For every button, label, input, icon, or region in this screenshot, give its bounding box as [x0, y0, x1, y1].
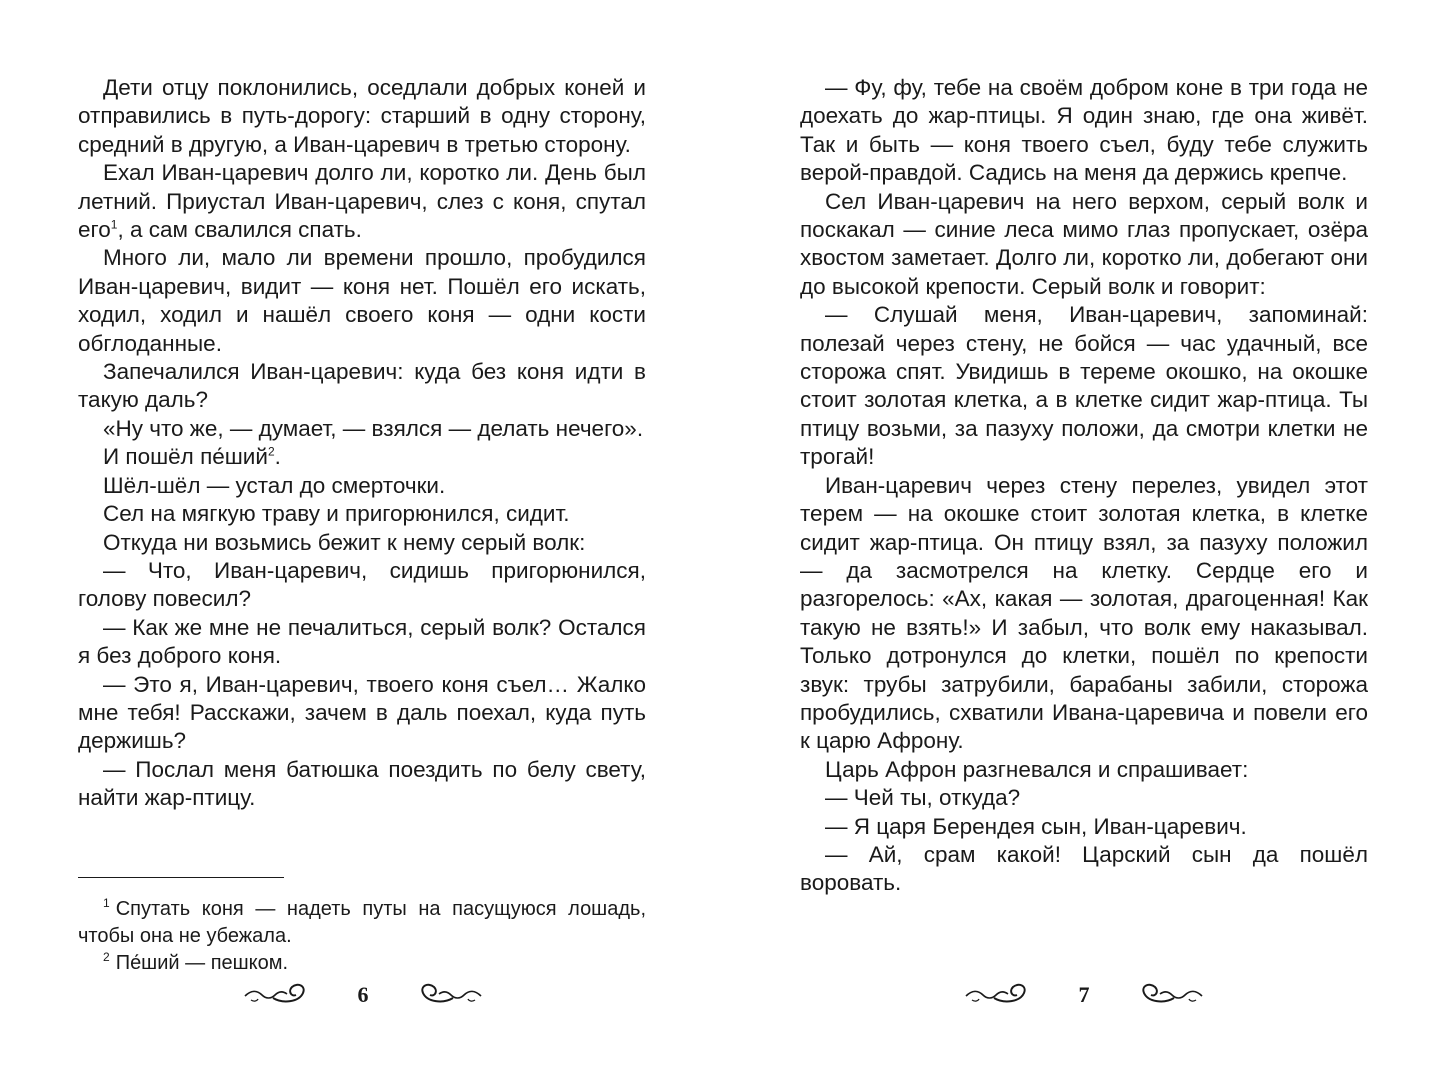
flourish-left-icon: [243, 978, 309, 1012]
footnote-mark: 1: [103, 896, 110, 911]
paragraph: [78, 159, 646, 244]
paragraph: Сел Иван-царевич на него верхом, серый волк и поскакал — синие леса мимо глаз пропускает, озёра хвостом заметает. Долго ли, коротко ли, добегают они до высокой крепости. Серый волк и говорит:: [800, 188, 1368, 299]
paragraph: — Фу, фу, тебе на своём добром коне в три года не доехать до жар-птицы. Я один знаю, где она живёт. Так и быть — коня твоего съел, буду тебе служить верой-правдой. Садись на меня да держись крепче.: [800, 75, 1368, 186]
footnote-text: Пе́ший — пешком.: [115, 952, 289, 974]
right-page-text: [800, 74, 1368, 898]
paragraph: — Послал меня батюшка поездить по белу свету, найти жар-птицу.: [78, 756, 646, 811]
left-page-text: [78, 74, 646, 813]
footnote-ref: 2: [267, 444, 275, 459]
footnote: [78, 896, 646, 950]
footnote-text: Спутать коня — надеть путы на пасущуюся лошадь, чтобы она не убежала.: [78, 898, 646, 947]
paragraph: — Чей ты, откуда?: [825, 785, 1021, 811]
paragraph: [78, 443, 646, 471]
flourish-left-icon: [964, 978, 1030, 1012]
paragraph: — Как же мне не печалиться, серый волк? Остался я без доброго коня.: [78, 614, 646, 669]
paragraph: Сел на мягкую траву и пригорюнился, сидит.: [103, 501, 570, 527]
paragraph: Шёл-шёл — устал до смерточки.: [103, 472, 446, 498]
page-number: 6: [357, 982, 369, 1007]
footnote-ref: 1: [110, 217, 118, 232]
paragraph-text: , а сам свалился спать.: [117, 217, 362, 243]
paragraph-text: .: [274, 444, 281, 470]
paragraph: Запечалился Иван-царевич: куда без коня идти в такую даль?: [78, 359, 646, 413]
paragraph: Откуда ни возьмись бежит к нему серый волк:: [103, 529, 586, 555]
flourish-right-icon: [417, 978, 483, 1012]
flourish-right-icon: [1138, 978, 1204, 1012]
paragraph-text: И пошёл пе́ший: [103, 444, 268, 470]
footnote-mark: 2: [103, 950, 110, 965]
right-folio: [964, 978, 1204, 1012]
paragraph: Много ли, мало ли времени прошло, пробудился Иван-царевич, видит — коня нет. Пошёл его искать, ходил, ходил и нашёл своего коня — одни кости обглоданные.: [78, 245, 646, 356]
footnote-divider: [78, 877, 284, 878]
paragraph: — Это я, Иван-царевич, твоего коня съел… Жалко мне тебя! Расскажи, зачем в даль поехал, куда путь держишь?: [78, 671, 646, 754]
paragraph: — Я царя Берендея сын, Иван-царевич.: [825, 813, 1247, 839]
paragraph: Дети отцу поклонились, оседлали добрых коней и отправились в путь-дорогу: старший в одну сторону, средний в другую, а Иван-царевич в третью сторону.: [78, 75, 646, 157]
footnotes: [78, 896, 646, 977]
paragraph: — Ай, срам какой! Царский сын да пошёл воровать.: [800, 841, 1368, 896]
left-folio: [243, 978, 483, 1012]
paragraph-text: Ехал Иван-царевич долго ли, коротко ли. День был летний. Приустал Иван-царевич, слез с коня, спутал его: [78, 160, 646, 243]
paragraph: — Что, Иван-царевич, сидишь пригорюнился, голову повесил?: [78, 557, 646, 612]
paragraph: «Ну что же, — думает, — взялся — делать нечего».: [103, 415, 644, 441]
footnote: [78, 950, 646, 977]
page-number: 7: [1078, 982, 1090, 1007]
paragraph: — Слушай меня, Иван-царевич, запоминай: полезай через стену, не бойся — час удачный, все сторожа спят. Увидишь в тереме окошко, на окошке стоит золотая клетка, а в клетке сидит жар-птица. Ты птицу возьми, за пазуху положи, да смотри клетки не трогай!: [800, 302, 1368, 470]
paragraph: Царь Афрон разгневался и спрашивает:: [825, 756, 1249, 782]
paragraph: Иван-царевич через стену перелез, увидел этот терем — на окошке стоит золотая клетка, в клетке сидит жар-птица. Он птицу взял, за пазуху положил — да засмотрелся на клетку. Сердце его и разгорелось: «Ах, какая — золотая, драгоценная! Как такую не взять!» И забыл, что волк ему наказывал. Только дотронулся до клетки, пошёл по крепости звук: трубы затрубили, барабаны забили, сторожа пробудились, схватили Ивана-царевича и повели его к царю Афрону.: [800, 472, 1368, 754]
